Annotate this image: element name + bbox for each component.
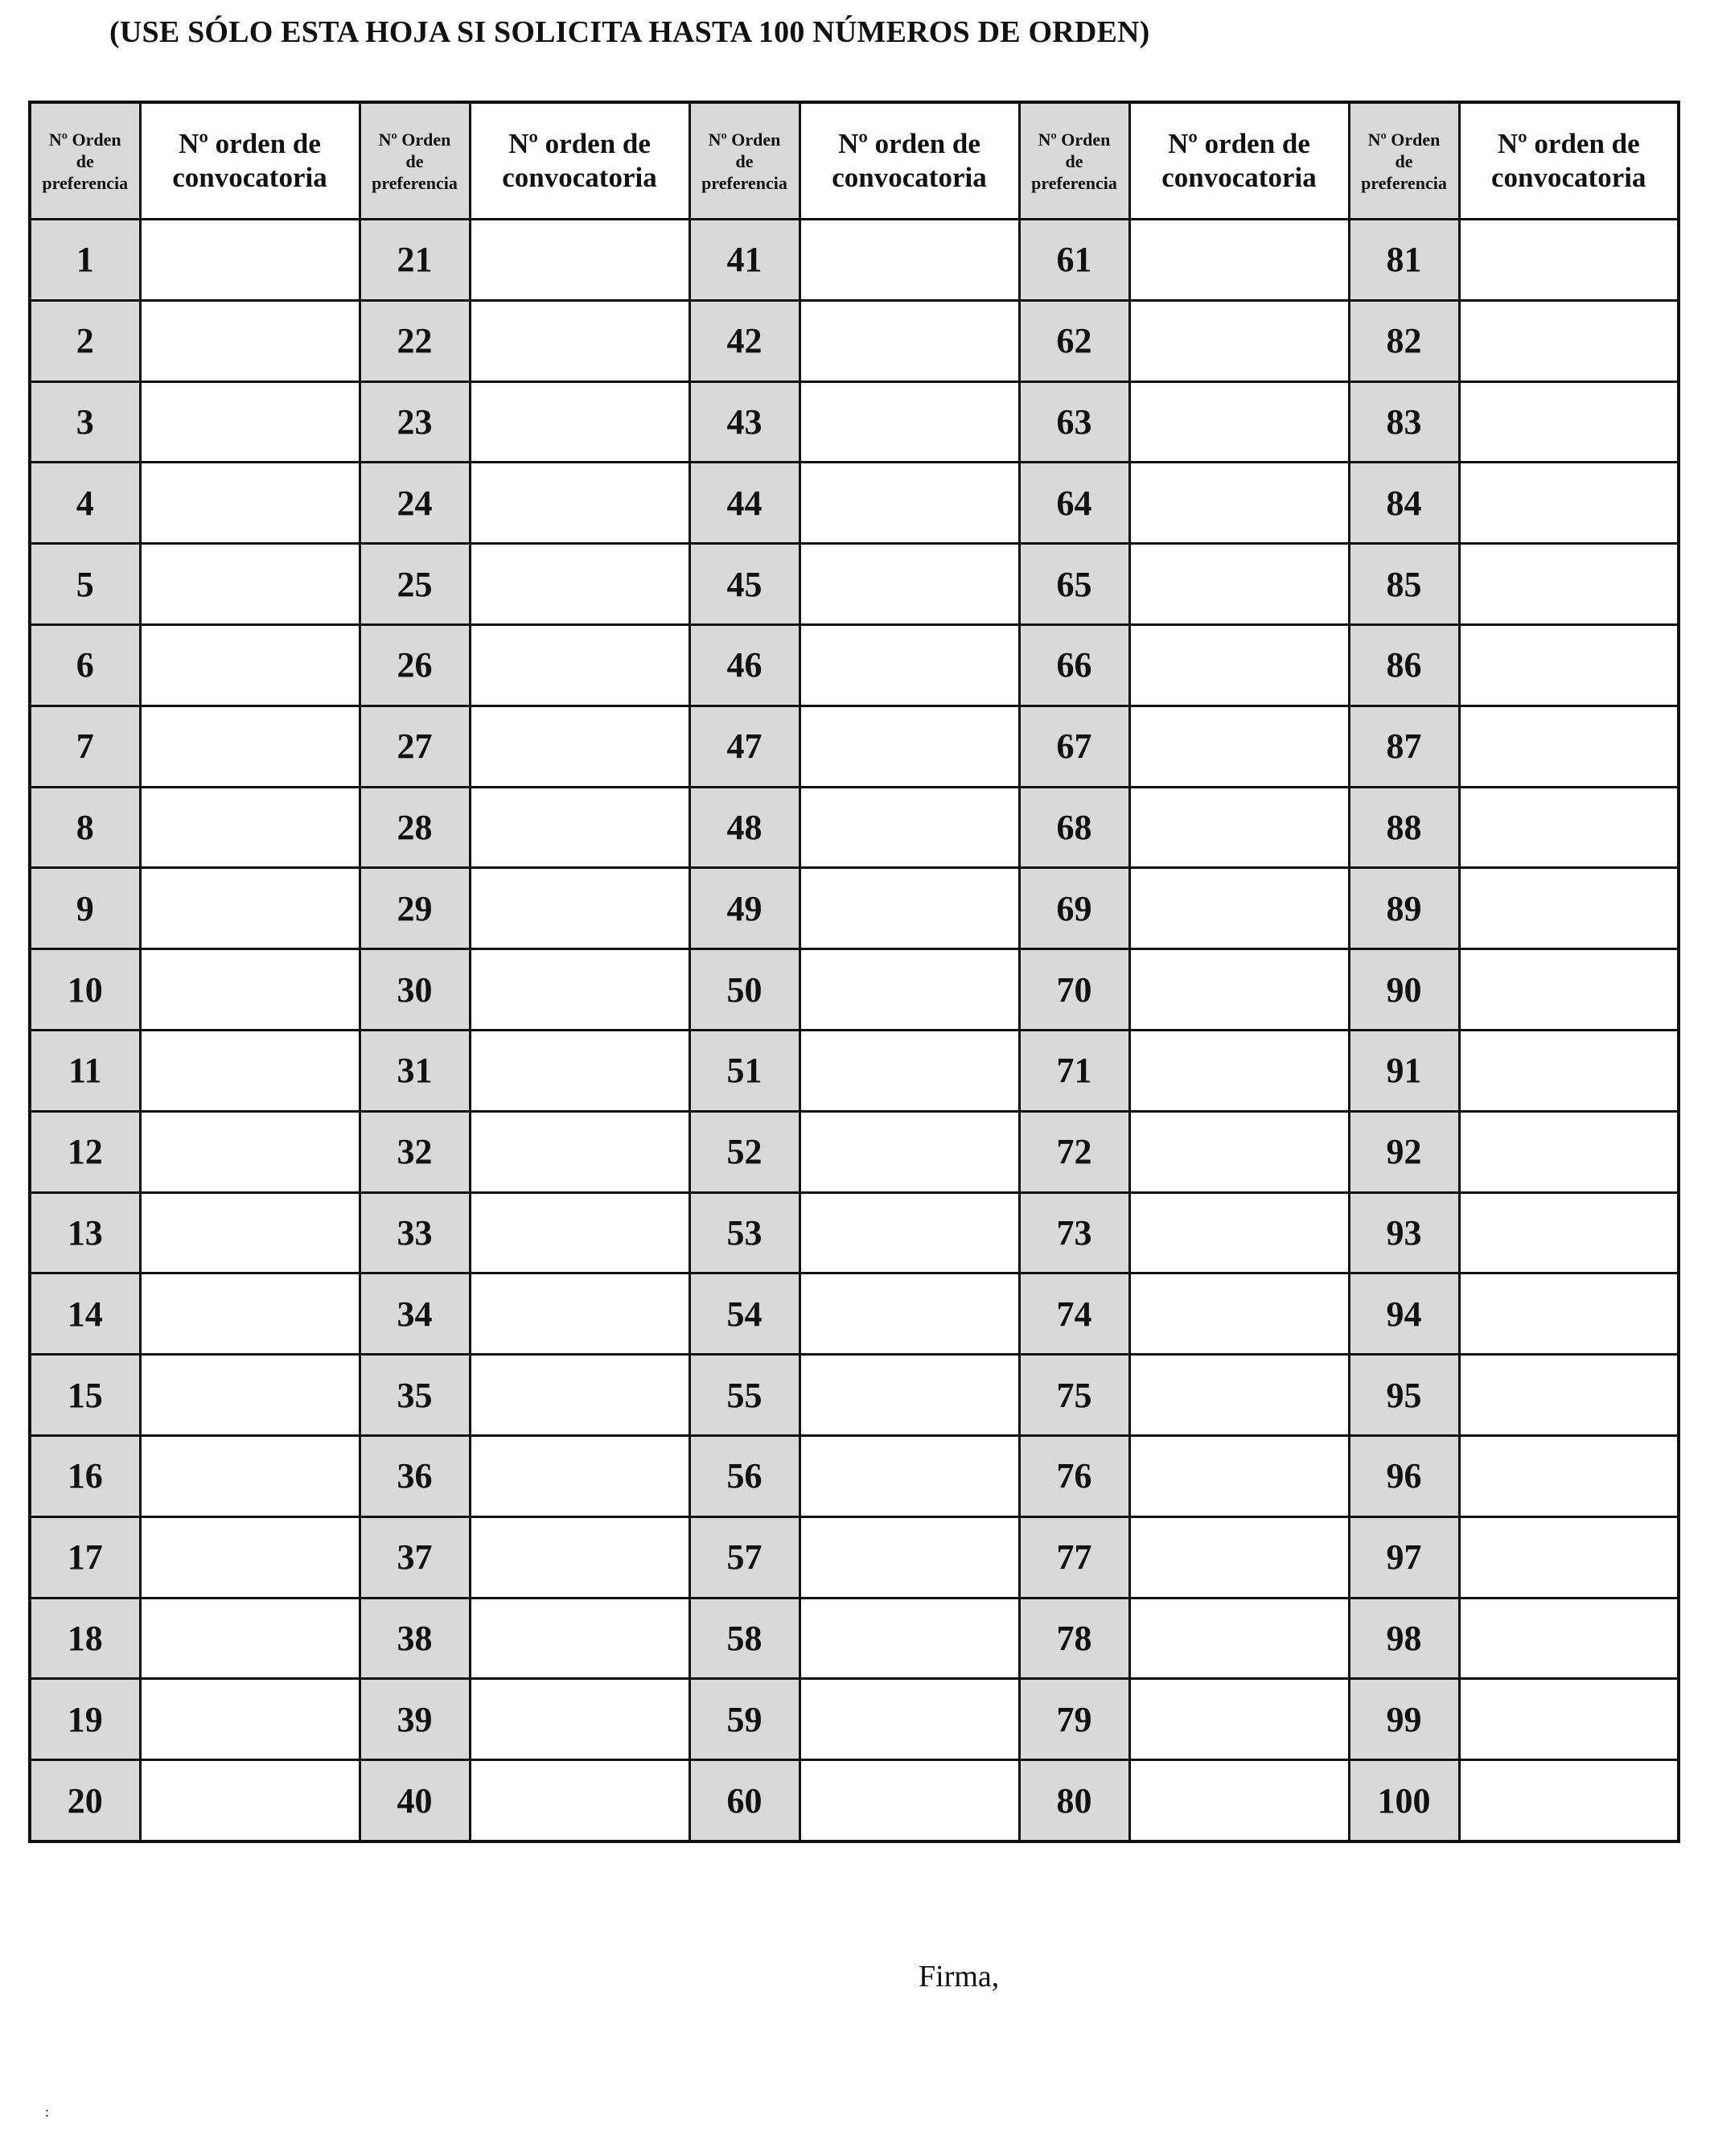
call-number-entry-cell[interactable]: [1129, 624, 1349, 706]
preference-number-cell: 57: [689, 1516, 800, 1598]
header-preference-line: de: [405, 150, 424, 171]
call-number-entry-cell[interactable]: [470, 1192, 689, 1273]
preference-number-cell: 38: [360, 1598, 470, 1679]
table-row: [30, 1192, 1679, 1273]
header-call-number: [1459, 102, 1679, 220]
preference-number-cell: 98: [1349, 1598, 1459, 1679]
header-preference-line: de: [1395, 150, 1413, 171]
preference-number-cell: 84: [1349, 463, 1459, 544]
preference-number-cell: 55: [689, 1355, 800, 1436]
call-number-entry-cell[interactable]: [140, 787, 360, 868]
preference-number-cell: 2: [30, 300, 140, 381]
preference-number-cell: 70: [1019, 949, 1129, 1031]
call-number-entry-cell[interactable]: [800, 949, 1019, 1031]
header-preference-line: Nº Orden: [1038, 129, 1111, 150]
preference-number-cell: 82: [1349, 300, 1459, 381]
call-number-entry-cell[interactable]: [140, 300, 360, 381]
call-number-entry-cell[interactable]: [1129, 1679, 1349, 1760]
preference-number-cell: 16: [30, 1435, 140, 1516]
call-number-entry-cell[interactable]: [1459, 787, 1679, 868]
preference-number-cell: 65: [1019, 544, 1129, 625]
header-preference-number: [360, 102, 470, 220]
preference-number-cell: 42: [689, 300, 800, 381]
call-number-entry-cell[interactable]: [800, 624, 1019, 706]
preference-table: [28, 101, 1680, 1843]
call-number-entry-cell[interactable]: [470, 1111, 689, 1192]
preference-number-cell: 77: [1019, 1516, 1129, 1598]
call-number-entry-cell[interactable]: [1459, 1760, 1679, 1841]
preference-number-cell: 20: [30, 1760, 140, 1841]
header-preference-number: [1019, 102, 1129, 220]
call-number-entry-cell[interactable]: [470, 1030, 689, 1111]
preference-number-cell: 49: [689, 868, 800, 949]
call-number-entry-cell[interactable]: [1129, 220, 1349, 301]
preference-number-cell: 78: [1019, 1598, 1129, 1679]
preference-number-cell: 93: [1349, 1192, 1459, 1273]
call-number-entry-cell[interactable]: [470, 1355, 689, 1436]
call-number-entry-cell[interactable]: [470, 1273, 689, 1355]
call-number-entry-cell[interactable]: [1459, 1598, 1679, 1679]
preference-number-cell: 67: [1019, 706, 1129, 787]
header-preference-number: [689, 102, 800, 220]
preference-number-cell: 52: [689, 1111, 800, 1192]
call-number-entry-cell[interactable]: [1459, 1679, 1679, 1760]
preference-number-cell: 69: [1019, 868, 1129, 949]
header-call-number: [800, 102, 1019, 220]
header-preference-number: [30, 102, 140, 220]
preference-number-cell: 43: [689, 381, 800, 463]
call-number-entry-cell[interactable]: [800, 1192, 1019, 1273]
preference-number-cell: 36: [360, 1435, 470, 1516]
call-number-entry-cell[interactable]: [1129, 300, 1349, 381]
preference-number-cell: 47: [689, 706, 800, 787]
table-row: [30, 1760, 1679, 1841]
call-number-entry-cell[interactable]: [1459, 868, 1679, 949]
preference-number-cell: 75: [1019, 1355, 1129, 1436]
table-row: [30, 300, 1679, 381]
preference-number-cell: 21: [360, 220, 470, 301]
call-number-entry-cell[interactable]: [800, 1760, 1019, 1841]
call-number-entry-cell[interactable]: [1129, 1355, 1349, 1436]
preference-number-cell: 51: [689, 1030, 800, 1111]
header-preference-line: preferencia: [42, 172, 129, 193]
call-number-entry-cell[interactable]: [140, 463, 360, 544]
header-call-number: [140, 102, 360, 220]
preference-number-cell: 92: [1349, 1111, 1459, 1192]
header-call-line: convocatoria: [832, 162, 987, 193]
header-preference-line: Nº Orden: [378, 129, 451, 150]
header-preference-line: preferencia: [701, 172, 787, 193]
call-number-entry-cell[interactable]: [1129, 787, 1349, 868]
call-number-entry-cell[interactable]: [470, 1598, 689, 1679]
preference-number-cell: 4: [30, 463, 140, 544]
call-number-entry-cell[interactable]: [1459, 1111, 1679, 1192]
header-call-line: convocatoria: [502, 162, 657, 193]
call-number-entry-cell[interactable]: [1129, 1435, 1349, 1516]
preference-number-cell: 33: [360, 1192, 470, 1273]
preference-number-cell: 64: [1019, 463, 1129, 544]
call-number-entry-cell[interactable]: [1129, 1030, 1349, 1111]
preference-number-cell: 91: [1349, 1030, 1459, 1111]
call-number-entry-cell[interactable]: [140, 1435, 360, 1516]
preference-number-cell: 11: [30, 1030, 140, 1111]
preference-number-cell: 68: [1019, 787, 1129, 868]
preference-number-cell: 5: [30, 544, 140, 625]
call-number-entry-cell[interactable]: [1129, 868, 1349, 949]
call-number-entry-cell[interactable]: [470, 949, 689, 1031]
preference-number-cell: 39: [360, 1679, 470, 1760]
call-number-entry-cell[interactable]: [1459, 381, 1679, 463]
table-row: [30, 1679, 1679, 1760]
preference-number-cell: 32: [360, 1111, 470, 1192]
call-number-entry-cell[interactable]: [1129, 706, 1349, 787]
header-preference-line: preferencia: [1031, 172, 1117, 193]
table-row: [30, 949, 1679, 1031]
preference-number-cell: 29: [360, 868, 470, 949]
preference-number-cell: 94: [1349, 1273, 1459, 1355]
header-call-line: Nº orden de: [1168, 128, 1310, 159]
call-number-entry-cell[interactable]: [470, 706, 689, 787]
call-number-entry-cell[interactable]: [140, 624, 360, 706]
preference-number-cell: 54: [689, 1273, 800, 1355]
preference-number-cell: 25: [360, 544, 470, 625]
preference-number-cell: 60: [689, 1760, 800, 1841]
call-number-entry-cell[interactable]: [1129, 1598, 1349, 1679]
preference-number-cell: 45: [689, 544, 800, 625]
call-number-entry-cell[interactable]: [1129, 1273, 1349, 1355]
preference-number-cell: 12: [30, 1111, 140, 1192]
preference-number-cell: 86: [1349, 624, 1459, 706]
preference-number-cell: 88: [1349, 787, 1459, 868]
call-number-entry-cell[interactable]: [140, 706, 360, 787]
preference-number-cell: 23: [360, 381, 470, 463]
call-number-entry-cell[interactable]: [1459, 463, 1679, 544]
preference-number-cell: 14: [30, 1273, 140, 1355]
call-number-entry-cell[interactable]: [1459, 1192, 1679, 1273]
call-number-entry-cell[interactable]: [1129, 1516, 1349, 1598]
call-number-entry-cell[interactable]: [470, 220, 689, 301]
table-row: [30, 463, 1679, 544]
call-number-entry-cell[interactable]: [470, 544, 689, 625]
call-number-entry-cell[interactable]: [800, 1111, 1019, 1192]
call-number-entry-cell[interactable]: [140, 1760, 360, 1841]
table-row: [30, 381, 1679, 463]
table-row: [30, 544, 1679, 625]
call-number-entry-cell[interactable]: [800, 787, 1019, 868]
call-number-entry-cell[interactable]: [1459, 1516, 1679, 1598]
preference-number-cell: 1: [30, 220, 140, 301]
preference-number-cell: 6: [30, 624, 140, 706]
preference-number-cell: 83: [1349, 381, 1459, 463]
call-number-entry-cell[interactable]: [140, 1679, 360, 1760]
header-call-line: convocatoria: [172, 162, 327, 193]
call-number-entry-cell[interactable]: [800, 1435, 1019, 1516]
header-preference-line: de: [735, 150, 754, 171]
call-number-entry-cell[interactable]: [1459, 220, 1679, 301]
call-number-entry-cell[interactable]: [1459, 544, 1679, 625]
preference-number-cell: 13: [30, 1192, 140, 1273]
call-number-entry-cell[interactable]: [140, 1192, 360, 1273]
call-number-entry-cell[interactable]: [800, 300, 1019, 381]
call-number-entry-cell[interactable]: [1459, 1030, 1679, 1111]
preference-number-cell: 41: [689, 220, 800, 301]
call-number-entry-cell[interactable]: [470, 1435, 689, 1516]
preference-number-cell: 22: [360, 300, 470, 381]
table-row: [30, 787, 1679, 868]
preference-number-cell: 53: [689, 1192, 800, 1273]
preference-number-cell: 81: [1349, 220, 1459, 301]
table-row: [30, 1435, 1679, 1516]
preference-number-cell: 35: [360, 1355, 470, 1436]
preference-number-cell: 58: [689, 1598, 800, 1679]
preference-number-cell: 44: [689, 463, 800, 544]
call-number-entry-cell[interactable]: [1129, 1760, 1349, 1841]
table-row: [30, 220, 1679, 301]
table-row: [30, 1030, 1679, 1111]
header-preference-line: preferencia: [372, 172, 458, 193]
call-number-entry-cell[interactable]: [800, 1516, 1019, 1598]
call-number-entry-cell[interactable]: [140, 1030, 360, 1111]
preference-number-cell: 37: [360, 1516, 470, 1598]
preference-number-cell: 31: [360, 1030, 470, 1111]
call-number-entry-cell[interactable]: [1459, 706, 1679, 787]
signature-label: Firma,: [919, 1960, 1000, 1993]
header-preference-line: de: [76, 150, 94, 171]
call-number-entry-cell[interactable]: [1459, 1355, 1679, 1436]
call-number-entry-cell[interactable]: [800, 1273, 1019, 1355]
preference-number-cell: 96: [1349, 1435, 1459, 1516]
preference-number-cell: 48: [689, 787, 800, 868]
preference-number-cell: 71: [1019, 1030, 1129, 1111]
preference-number-cell: 34: [360, 1273, 470, 1355]
preference-number-cell: 63: [1019, 381, 1129, 463]
call-number-entry-cell[interactable]: [1459, 1435, 1679, 1516]
call-number-entry-cell[interactable]: [800, 1598, 1019, 1679]
call-number-entry-cell[interactable]: [470, 1679, 689, 1760]
table-row: [30, 1516, 1679, 1598]
preference-number-cell: 85: [1349, 544, 1459, 625]
header-call-line: Nº orden de: [179, 128, 321, 159]
call-number-entry-cell[interactable]: [470, 787, 689, 868]
preference-number-cell: 59: [689, 1679, 800, 1760]
call-number-entry-cell[interactable]: [470, 463, 689, 544]
header-call-line: convocatoria: [1491, 162, 1646, 193]
call-number-entry-cell[interactable]: [800, 381, 1019, 463]
preference-number-cell: 40: [360, 1760, 470, 1841]
preference-number-cell: 50: [689, 949, 800, 1031]
preference-number-cell: 76: [1019, 1435, 1129, 1516]
preference-number-cell: 46: [689, 624, 800, 706]
preference-number-cell: 99: [1349, 1679, 1459, 1760]
page-title: (USE SÓLO ESTA HOJA SI SOLICITA HASTA 100 NÚMEROS DE ORDEN): [109, 15, 1150, 49]
preference-number-cell: 26: [360, 624, 470, 706]
preference-number-cell: 79: [1019, 1679, 1129, 1760]
call-number-entry-cell[interactable]: [140, 1516, 360, 1598]
table-row: [30, 868, 1679, 949]
header-call-number: [470, 102, 689, 220]
preference-number-cell: 18: [30, 1598, 140, 1679]
call-number-entry-cell[interactable]: [800, 1030, 1019, 1111]
header-call-number: [1129, 102, 1349, 220]
preference-number-cell: 9: [30, 868, 140, 949]
preference-number-cell: 24: [360, 463, 470, 544]
call-number-entry-cell[interactable]: [1459, 1273, 1679, 1355]
call-number-entry-cell[interactable]: [140, 949, 360, 1031]
preference-number-cell: 62: [1019, 300, 1129, 381]
preference-number-cell: 87: [1349, 706, 1459, 787]
header-call-line: convocatoria: [1161, 162, 1317, 193]
header-call-line: Nº orden de: [1497, 128, 1640, 159]
preference-number-cell: 10: [30, 949, 140, 1031]
call-number-entry-cell[interactable]: [140, 381, 360, 463]
call-number-entry-cell[interactable]: [1129, 1192, 1349, 1273]
call-number-entry-cell[interactable]: [800, 544, 1019, 625]
preference-number-cell: 89: [1349, 868, 1459, 949]
preference-number-cell: 66: [1019, 624, 1129, 706]
header-preference-line: preferencia: [1361, 172, 1447, 193]
call-number-entry-cell[interactable]: [1129, 381, 1349, 463]
table-body: [30, 220, 1679, 1841]
call-number-entry-cell[interactable]: [140, 1273, 360, 1355]
preference-number-cell: 90: [1349, 949, 1459, 1031]
call-number-entry-cell[interactable]: [470, 624, 689, 706]
preference-number-cell: 56: [689, 1435, 800, 1516]
table-row: [30, 706, 1679, 787]
call-number-entry-cell[interactable]: [1129, 1111, 1349, 1192]
call-number-entry-cell[interactable]: [800, 706, 1019, 787]
call-number-entry-cell[interactable]: [140, 1598, 360, 1679]
header-call-line: Nº orden de: [838, 128, 980, 159]
preference-number-cell: 73: [1019, 1192, 1129, 1273]
preference-number-cell: 95: [1349, 1355, 1459, 1436]
call-number-entry-cell[interactable]: [1129, 544, 1349, 625]
call-number-entry-cell[interactable]: [1459, 624, 1679, 706]
preference-number-cell: 7: [30, 706, 140, 787]
call-number-entry-cell[interactable]: [1459, 300, 1679, 381]
table-row: [30, 1273, 1679, 1355]
header-preference-line: Nº Orden: [708, 129, 781, 150]
preference-number-cell: 17: [30, 1516, 140, 1598]
footer-mark: :: [45, 2104, 50, 2120]
call-number-entry-cell[interactable]: [1129, 949, 1349, 1031]
call-number-entry-cell[interactable]: [470, 1760, 689, 1841]
call-number-entry-cell[interactable]: [470, 1516, 689, 1598]
preference-number-cell: 100: [1349, 1760, 1459, 1841]
preference-number-cell: 97: [1349, 1516, 1459, 1598]
header-preference-line: Nº Orden: [48, 129, 121, 150]
header-call-line: Nº orden de: [508, 128, 651, 159]
preference-number-cell: 80: [1019, 1760, 1129, 1841]
call-number-entry-cell[interactable]: [800, 463, 1019, 544]
call-number-entry-cell[interactable]: [470, 300, 689, 381]
call-number-entry-cell[interactable]: [470, 868, 689, 949]
preference-number-cell: 28: [360, 787, 470, 868]
call-number-entry-cell[interactable]: [800, 1355, 1019, 1436]
call-number-entry-cell[interactable]: [1459, 949, 1679, 1031]
header-preference-number: [1349, 102, 1459, 220]
call-number-entry-cell[interactable]: [800, 868, 1019, 949]
table-row: [30, 624, 1679, 706]
preference-number-cell: 15: [30, 1355, 140, 1436]
table-header-row: [30, 102, 1679, 220]
call-number-entry-cell[interactable]: [140, 220, 360, 301]
header-preference-line: Nº Orden: [1367, 129, 1441, 150]
preference-number-cell: 30: [360, 949, 470, 1031]
call-number-entry-cell[interactable]: [800, 1679, 1019, 1760]
table-row: [30, 1111, 1679, 1192]
preference-number-cell: 27: [360, 706, 470, 787]
call-number-entry-cell[interactable]: [140, 544, 360, 625]
table-row: [30, 1598, 1679, 1679]
call-number-entry-cell[interactable]: [140, 868, 360, 949]
preference-number-cell: 74: [1019, 1273, 1129, 1355]
table-row: [30, 1355, 1679, 1436]
call-number-entry-cell[interactable]: [1129, 463, 1349, 544]
call-number-entry-cell[interactable]: [140, 1111, 360, 1192]
call-number-entry-cell[interactable]: [140, 1355, 360, 1436]
header-preference-line: de: [1065, 150, 1083, 171]
call-number-entry-cell[interactable]: [470, 381, 689, 463]
call-number-entry-cell[interactable]: [800, 220, 1019, 301]
preference-number-cell: 8: [30, 787, 140, 868]
preference-number-cell: 3: [30, 381, 140, 463]
preference-number-cell: 72: [1019, 1111, 1129, 1192]
preference-number-cell: 61: [1019, 220, 1129, 301]
preference-number-cell: 19: [30, 1679, 140, 1760]
